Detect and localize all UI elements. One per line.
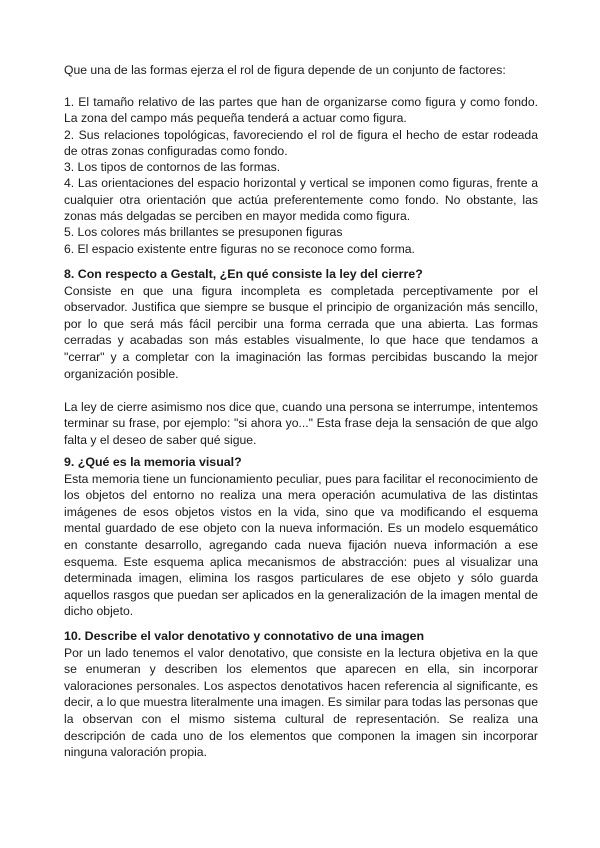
factors-list (64, 94, 538, 257)
question-8-answer-paragraph: Consiste en que una figura incompleta es completada perceptivamente por el observador. Justifica que siempre se busque el principio de organización más sencillo, por lo que será más fácil percibir una forma cerrada que una abierta. Las formas cerradas y acabadas son más estables visualmente, lo que hace que tendamos a "cerrar" y a completar con la imaginación las formas percibidas buscando la mejor organización posible. (64, 283, 538, 381)
list-item: 3. Los tipos de contornos de las formas. (64, 160, 281, 175)
list-item: 1. El tamaño relativo de las partes que han de organizarse como figura y como fondo. La zona del campo más pequeña tenderá a actuar como figura. (64, 95, 538, 126)
question-8-answer-paragraph: La ley de cierre asimismo nos dice que, cuando una persona se interrumpe, intentemos terminar su frase, por ejemplo: "si ahora yo..." Esta frase deja la sensación de que algo falta y el deseo de saber qué sigue. (64, 399, 538, 447)
list-item: 6. El espacio existente entre figuras no se reconoce como forma. (64, 241, 415, 256)
intro-paragraph: Que una de las formas ejerza el rol de figura depende de un conjunto de factores: (64, 63, 506, 77)
question-10-heading: 10. Describe el valor denotativo y connotativo de una imagen (64, 629, 425, 643)
question-9-heading: 9. ¿Qué es la memoria visual? (64, 455, 242, 469)
question-10-answer-paragraph: Por un lado tenemos el valor denotativo, que consiste en la lectura objetiva en la que se enumeran y describen los elementos que aparecen en ella, sin incorporar valoraciones personales. Los aspectos denotativos hacen referencia al significante, es decir, a lo que muestra literalmente una imagen. Es similar para todas las personas que la observan con el mismo sistema cultural de representación. Se realiza una descripción de cada uno de los elementos que componen la imagen sin incorporar ninguna valoración propia. (64, 645, 538, 760)
question-8-heading: 8. Con respecto a Gestalt, ¿En qué consiste la ley del cierre? (64, 267, 423, 281)
question-9-answer-paragraph: Esta memoria tiene un funcionamiento peculiar, pues para facilitar el reconocimiento de los objetos del entorno no realiza una mera operación acumulativa de las distintas imágenes de esos objetos vistos en la vida, sino que va modificando el esquema mental guardado de ese objeto con la nueva información. Es un modelo esquemático en constante desarrollo, agregando cada nueva fijación nueva información a ese esquema. Este esquema aplica mecanismos de abstracción: pues al visualizar una determinada imagen, elimina los rasgos particulares de ese objeto y sólo guarda aquellos rasgos que puedan ser aplicados en la generalización de la imagen mental de dicho objeto. (64, 471, 538, 619)
question-8-section (64, 266, 538, 449)
list-item: 4. Las orientaciones del espacio horizontal y vertical se imponen como figuras, frente a cualquier otra orientación que actúa preferentemente como fondo. No obstante, las zonas más delgadas se perciben en mayor medida como figura. (64, 176, 538, 224)
list-item: 2. Sus relaciones topológicas, favoreciendo el rol de figura el hecho de estar rodeada de otras zonas configuradas como fondo. (64, 127, 538, 158)
question-9-section (64, 454, 538, 620)
question-10-section (64, 628, 538, 761)
list-item: 5. Los colores más brillantes se presuponen figuras (64, 225, 343, 240)
